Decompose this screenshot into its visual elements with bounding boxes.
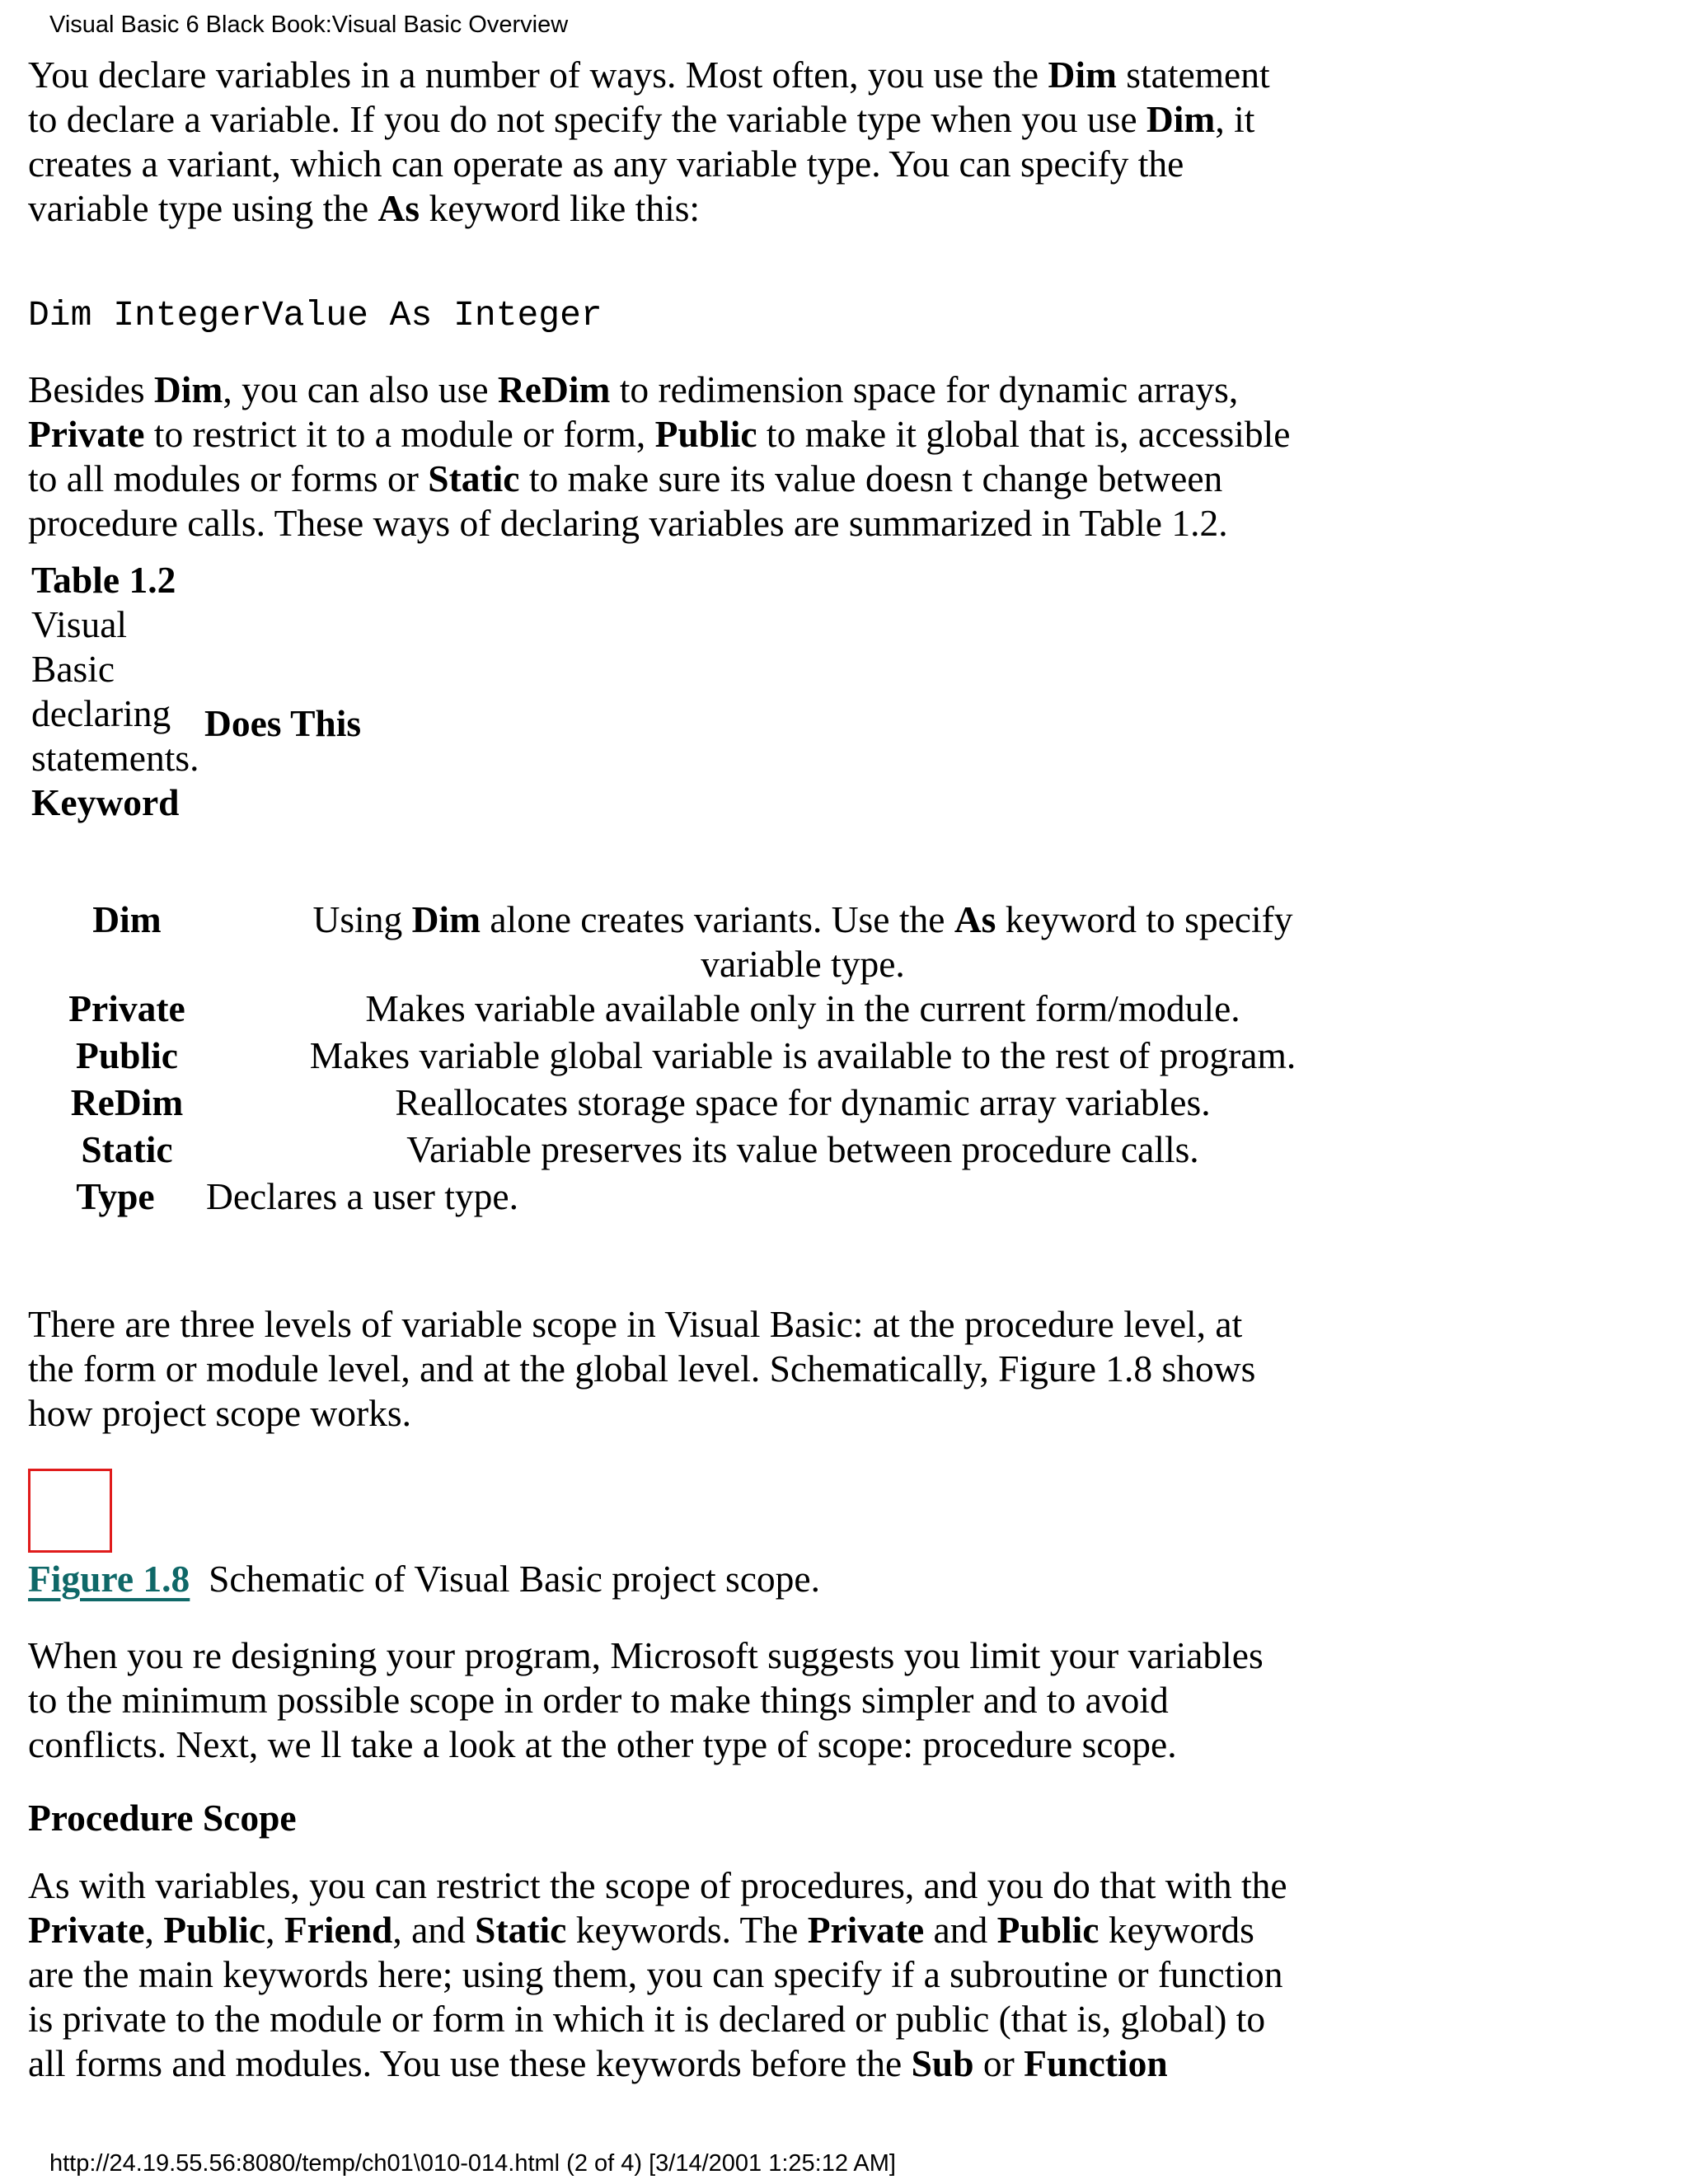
keyword-emphasis: Static [428, 457, 520, 499]
page-footer-url: http://24.19.55.56:8080/temp/ch01\010-014.html (2 of 4) [3/14/2001 1:25:12 AM] [49, 2150, 896, 2177]
table-caption-line: declaring [31, 692, 171, 734]
keyword-emphasis: Public [163, 1909, 266, 1951]
code-sample: Dim IntegerValue As Integer [28, 295, 603, 335]
table-cell-description: Makes variable global variable is available to the rest of program. [309, 1034, 1296, 1076]
paragraph-variable-scope: There are three levels of variable scope in Visual Basic: at the procedure level, at the form or module level, and at the global level. Schematically, Figure 1.8 shows how project scope works. [28, 1303, 1256, 1434]
table-cell-keyword: Private [68, 987, 185, 1029]
keyword-emphasis: Dim [1146, 98, 1216, 140]
keyword-emphasis: As [954, 898, 996, 940]
keyword-emphasis: Static [475, 1909, 567, 1951]
table-cell-keyword: Public [76, 1034, 178, 1076]
keyword-emphasis: Friend [284, 1909, 393, 1951]
section-heading-procedure-scope: Procedure Scope [28, 1797, 297, 1839]
keyword-emphasis: Private [28, 413, 145, 455]
paragraph-minimum-scope: When you re designing your program, Microsoft suggests you limit your variables to the minimum possible scope in order to make things simpler and to avoid conflicts. Next, we ll take a look at the other type of scope: procedure scope. [28, 1634, 1264, 1765]
table-caption-line: statements. [31, 737, 199, 779]
keyword-emphasis: Dim [1048, 54, 1117, 96]
page-header-title: Visual Basic 6 Black Book:Visual Basic Overview [49, 12, 569, 38]
keyword-emphasis: Private [28, 1909, 145, 1951]
table-title: Table 1.2 [31, 559, 176, 601]
table-cell-keyword: Dim [92, 898, 162, 940]
table-cell-description: Variable preserves its value between procedure calls. [406, 1128, 1199, 1170]
paragraph-declare-variables: You declare variables in a number of ways. Most often, you use the Dim statement to declare a variable. If you do not specify the variable type when you use Dim, it creates a variant, which can operate as any variable type. You can specify the variable type using the As keyword like this: [28, 54, 1270, 229]
table-caption-line: Visual [31, 603, 128, 645]
table-header-does-this: Does This [204, 702, 362, 744]
keyword-emphasis: Public [654, 413, 757, 455]
keyword-emphasis: As [377, 187, 420, 229]
table-cell-keyword: ReDim [70, 1081, 184, 1123]
keyword-emphasis: Public [996, 1909, 1100, 1951]
paragraph-besides-dim: Besides Dim, you can also use ReDim to redimension space for dynamic arrays, Private to restrict it to a module or form, Public to make it global that is, accessible to all modules or forms or Static to make sure its value doesn t change between procedure calls. These ways of declaring variables are summarized in Table 1.2. [28, 368, 1291, 544]
table-cell-description: Makes variable available only in the current form/module. [365, 987, 1240, 1029]
figure-link[interactable]: Figure 1.8 [28, 1558, 190, 1600]
keyword-emphasis: Sub [911, 2042, 974, 2084]
table-cell-description: Using Dim alone creates variants. Use the As keyword to specify variable type. [312, 898, 1293, 985]
keyword-emphasis: Function [1024, 2042, 1168, 2084]
figure-caption [28, 1557, 820, 1601]
table-cell-description: Reallocates storage space for dynamic array variables. [395, 1081, 1211, 1123]
figure-caption-text [190, 1558, 820, 1600]
keyword-emphasis: Dim [411, 898, 481, 940]
paragraph-procedure-scope: As with variables, you can restrict the scope of procedures, and you do that with the Private, Public, Friend, and Static keywords. The Private and Public keywords are the main keywords here; using them, you can specify if a subroutine or function is private to the module or form in which it is declared or public (that is, global) to all forms and modules. You use these keywords before the Sub or Function [28, 1864, 1287, 2084]
table-cell-keyword: Type [76, 1175, 155, 1217]
table-cell-description: Declares a user type. [206, 1175, 518, 1217]
table-cell-keyword: Static [81, 1128, 173, 1170]
table-caption-line: Basic [31, 648, 115, 690]
broken-image-icon[interactable] [28, 1469, 112, 1553]
keyword-emphasis: Private [807, 1909, 925, 1951]
table-caption [31, 558, 199, 825]
keyword-emphasis: ReDim [497, 368, 611, 410]
figure-caption-label: Schematic of Visual Basic project scope. [209, 1558, 820, 1600]
table-header-keyword: Keyword [31, 781, 180, 823]
keyword-emphasis: Dim [153, 368, 223, 410]
